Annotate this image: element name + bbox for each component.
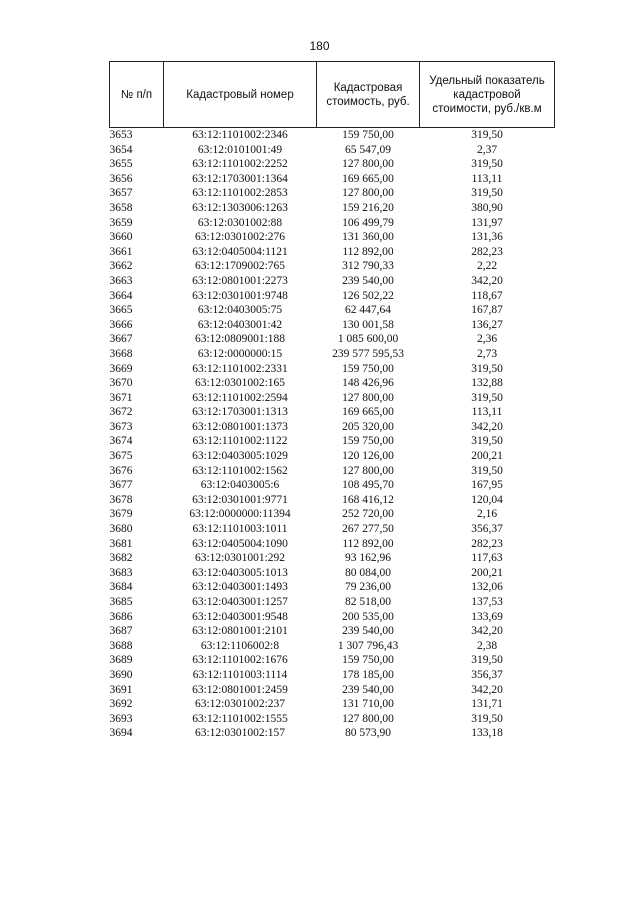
specific-value-cell: 319,50 [471, 435, 503, 448]
row-number-cell: 3670 [109, 377, 133, 390]
cadastral-cost-cell: 127 800,00 [342, 158, 394, 171]
cadastral-cost-cell: 239 540,00 [342, 683, 394, 696]
specific-value-cell: 136,27 [471, 318, 503, 331]
specific-value-cell: 356,37 [471, 668, 503, 681]
table-row [110, 376, 555, 391]
cadastral-number-cell: 63:12:0403001:1493 [192, 581, 288, 594]
cadastral-cost-cell: 239 540,00 [342, 625, 394, 638]
specific-value-cell: 137,53 [471, 596, 503, 608]
cadastral-cost-cell: 126 502,22 [342, 289, 394, 302]
table-row [110, 434, 555, 449]
row-number-cell: 3659 [109, 216, 133, 229]
row-number-cell: 3662 [109, 260, 133, 273]
specific-value-cell: 342,20 [471, 274, 503, 287]
header-cadastral-cost: Кадастровая стоимость, руб. [317, 62, 420, 128]
table-row [110, 289, 555, 304]
row-number-cell: 3668 [109, 347, 133, 360]
specific-value-cell: 133,69 [471, 610, 503, 623]
table-row [110, 420, 555, 435]
cadastral-number-cell: 63:12:0405004:1090 [192, 537, 288, 550]
cadastral-number-cell: 63:12:0801001:1373 [192, 420, 288, 433]
table-row [110, 653, 555, 668]
cadastral-number-cell: 63:12:0101001:49 [197, 143, 283, 156]
cadastral-cost-cell: 80 573,90 [345, 727, 391, 740]
table-row [110, 347, 555, 362]
cadastral-cost-cell: 131 710,00 [342, 698, 394, 711]
table-row [110, 172, 555, 187]
row-number-cell: 3694 [109, 727, 133, 740]
row-number-cell: 3656 [109, 172, 133, 185]
table-row [110, 362, 555, 377]
table-row [110, 128, 555, 143]
header-row-number: № п/п [110, 62, 164, 128]
cadastral-cost-cell: 252 720,00 [342, 508, 394, 521]
cadastral-number-cell: 63:12:1703001:1364 [192, 172, 288, 185]
cadastral-number-cell: 63:12:1101002:1676 [192, 654, 288, 667]
cadastral-cost-cell: 79 236,00 [345, 581, 391, 594]
row-number-cell: 3658 [109, 201, 133, 214]
row-number-cell: 3655 [109, 158, 133, 171]
cadastral-number-cell: 63:12:1709002:765 [194, 260, 286, 273]
cadastral-number-cell: 63:12:1703001:1313 [192, 406, 288, 419]
specific-value-cell: 319,50 [471, 464, 503, 477]
row-number-cell: 3664 [109, 289, 133, 302]
specific-value-cell: 133,18 [471, 727, 503, 740]
table-row [110, 712, 555, 727]
cadastral-number-cell: 63:12:1101002:1555 [192, 712, 288, 725]
cadastral-cost-cell: 148 426,96 [342, 377, 394, 390]
specific-value-cell: 342,20 [471, 625, 503, 638]
specific-value-cell: 356,37 [471, 523, 503, 536]
specific-value-cell: 319,50 [471, 158, 503, 171]
row-number-cell: 3683 [109, 566, 133, 579]
row-number-cell: 3654 [109, 143, 133, 156]
specific-value-cell: 2,38 [476, 639, 498, 652]
row-number-cell: 3678 [109, 493, 133, 506]
cadastral-cost-cell: 159 750,00 [342, 435, 394, 448]
cadastral-number-cell: 63:12:1101002:2853 [192, 187, 288, 200]
cadastral-cost-cell: 127 800,00 [342, 712, 394, 725]
row-number-cell: 3688 [109, 639, 133, 652]
cadastral-number-cell: 63:12:0809001:188 [194, 333, 286, 346]
cadastral-cost-cell: 127 800,00 [342, 464, 394, 477]
specific-value-cell: 342,20 [471, 683, 503, 696]
specific-value-cell: 342,20 [471, 420, 503, 433]
table-row [110, 391, 555, 406]
cadastral-cost-cell: 239 540,00 [342, 274, 394, 287]
cadastral-number-cell: 63:12:0403005:1013 [192, 566, 288, 579]
cadastral-number-cell: 63:12:1303006:1263 [192, 201, 288, 214]
table-row [110, 230, 555, 245]
cadastral-number-cell: 63:12:1106002:8 [200, 639, 280, 652]
cadastral-number-cell: 63:12:0301001:292 [194, 552, 286, 565]
specific-value-cell: 2,22 [476, 260, 498, 273]
specific-value-cell: 118,67 [471, 289, 503, 302]
table-row [110, 507, 555, 522]
specific-value-cell: 200,21 [471, 566, 503, 579]
cadastral-number-cell: 63:12:0405004:1121 [192, 245, 288, 258]
row-number-cell: 3680 [109, 523, 133, 536]
cadastral-cost-cell: 108 495,70 [342, 479, 394, 492]
row-number-cell: 3661 [109, 245, 133, 258]
cadastral-cost-cell: 65 547,09 [345, 143, 391, 156]
cadastral-number-cell: 63:12:1101003:1011 [192, 523, 288, 536]
header-cadastral-number: Кадастровый номер [164, 62, 317, 128]
row-number-cell: 3667 [109, 333, 133, 346]
row-number-cell: 3687 [109, 625, 133, 638]
row-number-cell: 3677 [109, 479, 133, 492]
table-row [110, 464, 555, 479]
row-number-cell: 3669 [109, 362, 133, 375]
cadastral-number-cell: 63:12:0403001:42 [197, 318, 283, 331]
cadastral-cost-cell: 169 665,00 [342, 172, 394, 185]
cadastral-cost-cell: 1 307 796,43 [337, 639, 399, 652]
cadastral-number-cell: 63:12:0403001:9548 [192, 610, 288, 623]
table-row [110, 595, 555, 610]
cadastral-number-cell: 63:12:0301002:165 [194, 377, 286, 390]
table-body [110, 128, 555, 741]
cadastral-number-cell: 63:12:1101003:1114 [192, 668, 288, 681]
specific-value-cell: 131,36 [471, 231, 503, 244]
cadastral-number-cell: 63:12:1101002:1122 [192, 435, 288, 448]
cadastral-cost-cell: 127 800,00 [342, 391, 394, 404]
table-row [110, 186, 555, 201]
cadastral-number-cell: 63:12:0403005:1029 [192, 450, 288, 463]
table-row [110, 449, 555, 464]
table-row [110, 143, 555, 158]
table-row [110, 245, 555, 260]
row-number-cell: 3674 [109, 435, 133, 448]
cadastral-cost-cell: 159 750,00 [317, 128, 420, 143]
table-row [110, 493, 555, 508]
cadastral-table [109, 61, 555, 741]
cadastral-number-cell: 63:12:0403001:1257 [192, 596, 288, 608]
cadastral-cost-cell: 93 162,96 [345, 552, 391, 565]
row-number-cell: 3693 [109, 712, 133, 725]
table-row [110, 726, 555, 741]
cadastral-cost-cell: 239 577 595,53 [332, 347, 404, 360]
cadastral-cost-cell: 112 892,00 [342, 245, 394, 258]
row-number-cell: 3679 [109, 508, 133, 521]
cadastral-cost-cell: 62 447,64 [345, 304, 391, 317]
cadastral-cost-cell: 200 535,00 [342, 610, 394, 623]
table-row [110, 216, 555, 231]
table-row [110, 683, 555, 698]
cadastral-number-cell: 63:12:1101002:2346 [164, 128, 317, 143]
page-number: 180 [309, 39, 330, 53]
cadastral-number-cell: 63:12:0000000:15 [197, 347, 283, 360]
specific-value-cell: 131,97 [471, 216, 503, 229]
row-number-cell: 3663 [109, 274, 133, 287]
table-row [110, 405, 555, 420]
specific-value-cell: 282,23 [471, 537, 503, 550]
table-row [110, 332, 555, 347]
cadastral-number-cell: 63:12:0301001:9748 [192, 289, 288, 302]
specific-value-cell: 132,88 [471, 377, 503, 390]
row-number-cell: 3666 [109, 318, 133, 331]
cadastral-cost-cell: 82 518,00 [345, 596, 391, 608]
table-row [110, 639, 555, 654]
specific-value-cell: 2,36 [476, 333, 498, 346]
cadastral-number-cell: 63:12:0403005:75 [197, 304, 283, 317]
cadastral-cost-cell: 120 126,00 [342, 450, 394, 463]
cadastral-cost-cell: 106 499,79 [342, 216, 394, 229]
table-row [110, 697, 555, 712]
cadastral-number-cell: 63:12:0000000:11394 [189, 508, 291, 521]
cadastral-number-cell: 63:12:0301001:9771 [192, 493, 288, 506]
row-number-cell: 3691 [109, 683, 133, 696]
specific-value-cell: 319,50 [471, 187, 503, 200]
table-row [110, 478, 555, 493]
table-row [110, 522, 555, 537]
specific-value-cell: 120,04 [471, 493, 503, 506]
specific-value-cell: 2,16 [476, 508, 498, 521]
table-row [110, 201, 555, 216]
row-number-cell: 3689 [109, 654, 133, 667]
row-number-cell: 3690 [109, 668, 133, 681]
cadastral-cost-cell: 178 185,00 [342, 668, 394, 681]
specific-value-cell: 167,95 [471, 479, 503, 492]
cadastral-cost-cell: 130 001,58 [342, 318, 394, 331]
row-number-cell: 3657 [109, 187, 133, 200]
cadastral-number-cell: 63:12:1101002:2594 [192, 391, 288, 404]
cadastral-cost-cell: 112 892,00 [342, 537, 394, 550]
cadastral-number-cell: 63:12:0301002:157 [194, 727, 286, 740]
header-row [110, 62, 555, 128]
cadastral-cost-cell: 169 665,00 [342, 406, 394, 419]
table-row [110, 318, 555, 333]
specific-value-cell: 2,37 [476, 143, 498, 156]
table-row [110, 157, 555, 172]
cadastral-cost-cell: 131 360,00 [342, 231, 394, 244]
specific-value-cell: 319,50 [471, 391, 503, 404]
cadastral-number-cell: 63:12:0301002:88 [197, 216, 283, 229]
specific-value-cell: 167,87 [471, 304, 503, 317]
cadastral-cost-cell: 159 750,00 [342, 654, 394, 667]
cadastral-cost-cell: 127 800,00 [342, 187, 394, 200]
cadastral-number-cell: 63:12:1101002:1562 [192, 464, 288, 477]
row-number-cell: 3684 [109, 581, 133, 594]
row-number-cell: 3686 [109, 610, 133, 623]
cadastral-number-cell: 63:12:1101002:2252 [192, 158, 288, 171]
specific-value-cell: 113,11 [471, 406, 503, 419]
specific-value-cell: 131,71 [471, 698, 503, 711]
row-number-cell: 3665 [109, 304, 133, 317]
cadastral-cost-cell: 312 790,33 [342, 260, 394, 273]
row-number-cell: 3685 [109, 596, 133, 608]
table-row [110, 303, 555, 318]
specific-value-cell: 319,50 [420, 128, 555, 143]
cadastral-cost-cell: 1 085 600,00 [337, 333, 399, 346]
table-row [110, 624, 555, 639]
specific-value-cell: 319,50 [471, 712, 503, 725]
row-number-cell: 3692 [109, 698, 133, 711]
table-row [110, 580, 555, 595]
specific-value-cell: 319,50 [471, 654, 503, 667]
cadastral-number-cell: 63:12:0301002:276 [194, 231, 286, 244]
table-row [110, 274, 555, 289]
table-header [110, 62, 555, 128]
header-specific-value: Удельный показатель кадастровой стоимости, руб./кв.м [420, 62, 555, 128]
cadastral-cost-cell: 205 320,00 [342, 420, 394, 433]
cadastral-cost-cell: 80 084,00 [345, 566, 391, 579]
specific-value-cell: 282,23 [471, 245, 503, 258]
table-row [110, 551, 555, 566]
row-number-cell: 3673 [109, 420, 133, 433]
row-number-cell: 3675 [109, 450, 133, 463]
cadastral-cost-cell: 159 750,00 [342, 362, 394, 375]
table-row [110, 566, 555, 581]
cadastral-cost-cell: 168 416,12 [342, 493, 394, 506]
specific-value-cell: 200,21 [471, 450, 503, 463]
table-row [110, 537, 555, 552]
cadastral-cost-cell: 159 216,20 [342, 201, 394, 214]
row-number-cell: 3676 [109, 464, 133, 477]
specific-value-cell: 132,06 [471, 581, 503, 594]
row-number-cell: 3653 [110, 128, 164, 143]
cadastral-number-cell: 63:12:0801001:2101 [192, 625, 288, 638]
row-number-cell: 3672 [109, 406, 133, 419]
cadastral-number-cell: 63:12:0403005:6 [200, 479, 280, 492]
table-row [110, 668, 555, 683]
specific-value-cell: 319,50 [471, 362, 503, 375]
specific-value-cell: 380,90 [471, 201, 503, 214]
table-row [110, 610, 555, 625]
specific-value-cell: 113,11 [471, 172, 503, 185]
row-number-cell: 3660 [109, 231, 133, 244]
table-row [110, 259, 555, 274]
cadastral-number-cell: 63:12:0801001:2459 [192, 683, 288, 696]
specific-value-cell: 117,63 [471, 552, 503, 565]
row-number-cell: 3681 [109, 537, 133, 550]
cadastral-number-cell: 63:12:0801001:2273 [192, 274, 288, 287]
row-number-cell: 3682 [109, 552, 133, 565]
cadastral-cost-cell: 267 277,50 [342, 523, 394, 536]
cadastral-number-cell: 63:12:1101002:2331 [192, 362, 288, 375]
cadastral-number-cell: 63:12:0301002:237 [194, 698, 286, 711]
row-number-cell: 3671 [109, 391, 133, 404]
specific-value-cell: 2,73 [476, 347, 498, 360]
